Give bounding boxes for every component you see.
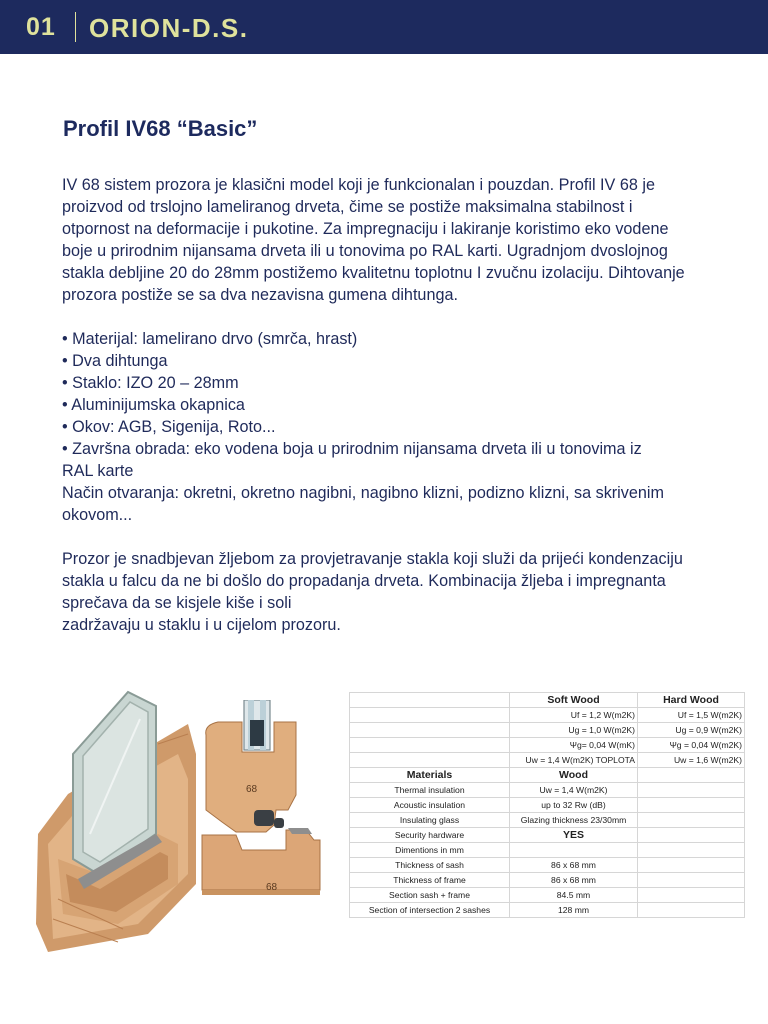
table-row [350, 753, 745, 768]
brand-name: ORION-D.S. [89, 13, 249, 43]
table-cell: Thermal insulation [350, 783, 510, 798]
table-cell: 86 x 68 mm [510, 873, 638, 888]
table-cell: YES [510, 828, 638, 843]
table-cell: up to 32 Rw (dB) [510, 798, 638, 813]
table-row [350, 723, 745, 738]
table-cell: Acoustic insulation [350, 798, 510, 813]
table-row [350, 858, 745, 873]
table-cell [638, 858, 745, 873]
bullet-item: • Završna obrada: eko vodena boja u prirodnim nijansama drveta ili u tonovima iz RAL karte [62, 440, 642, 480]
bullet-item: • Okov: AGB, Sigenija, Roto... [62, 418, 276, 436]
table-row [350, 768, 745, 783]
table-row [350, 783, 745, 798]
table-cell: Glazing thickness 23/30mm [510, 813, 638, 828]
bullet-item: • Aluminijumska okapnica [62, 396, 245, 414]
table-cell: 84.5 mm [510, 888, 638, 903]
bullet-item: • Dva dihtunga [62, 352, 168, 370]
closing-paragraph-end: zadržavaju u staklu i u cijelom prozoru. [62, 616, 341, 634]
table-cell [350, 753, 510, 768]
table-cell: Uw = 1,6 W(m2K) [638, 753, 745, 768]
table-cell [510, 843, 638, 858]
table-row [350, 798, 745, 813]
table-cell: Uf = 1,5 W(m2K) [638, 708, 745, 723]
table-cell [638, 798, 745, 813]
table-row [350, 873, 745, 888]
page-number: 01 [26, 13, 56, 41]
header-bar [0, 0, 768, 54]
table-cell [638, 828, 745, 843]
table-row [350, 813, 745, 828]
sash-dimension-label: 68 [246, 784, 258, 795]
table-cell: Section sash + frame [350, 888, 510, 903]
spec-table [349, 692, 745, 918]
table-cell [350, 738, 510, 753]
table-cell [638, 813, 745, 828]
table-header-row [350, 693, 745, 708]
table-cell: Ψg= 0,04 W(mK) [510, 738, 638, 753]
opening-types: Način otvaranja: okretni, okretno nagibni, nagibno klizni, podizno klizni, sa skrivenim okovom... [62, 484, 664, 524]
table-cell: Security hardware [350, 828, 510, 843]
bullet-item: • Staklo: IZO 20 – 28mm [62, 374, 239, 392]
closing-paragraph: Prozor je snadbjevan žljebom za provjetravanje stakla koji služi da prijeći kondenzaciju stakla u falcu da ne bi došlo do propadanja drveta. Kombinacija žljeba i impregnanta sprečava da se kisjele kiše i soli [62, 550, 683, 612]
table-row [350, 903, 745, 918]
table-cell [350, 693, 510, 708]
table-cell [638, 873, 745, 888]
table-cell: Ug = 0,9 W(m2K) [638, 723, 745, 738]
table-cell [638, 783, 745, 798]
table-cell: Uw = 1,4 W(m2K) TOPLOTA [510, 753, 638, 768]
wood-label: Wood [510, 768, 638, 783]
window-corner-illustration [28, 684, 196, 952]
bullet-item: • Materijal: lamelirano drvo (smrča, hrast) [62, 330, 358, 348]
table-row [350, 828, 745, 843]
table-cell: Section of intersection 2 sashes [350, 903, 510, 918]
table-cell [638, 843, 745, 858]
column-header-hard-wood: Hard Wood [638, 693, 745, 708]
intro-paragraph: IV 68 sistem prozora je klasični model koji je funkcionalan i pouzdan. Profil IV 68 je proizvod od trslojno lameliranog drveta, čime se postiže maksimalna stabilnost i otpornost na deformacije i pukotine. Za impregnaciju i lakiranje koristimo eko vodene boje u prirodnim nijansama drveta ili u tonovima po RAL karti. Ugradnjom dvoslojnog stakla debljine 20 do 28mm postižemo kvalitetnu toplotnu I zvučnu izolaciju. Dihtovanje prozora postiže se sa dva nezavisna gumena dihtunga. [62, 176, 685, 304]
table-row [350, 888, 745, 903]
table-cell: Dimentions in mm [350, 843, 510, 858]
table-cell: Thickness of sash [350, 858, 510, 873]
profile-cross-section [196, 700, 328, 950]
page-title: Profil IV68 “Basic” [63, 116, 258, 141]
header-divider [75, 12, 76, 42]
table-cell [638, 768, 745, 783]
table-cell: Ug = 1,0 W(m2K) [510, 723, 638, 738]
table-cell: Uw = 1,4 W(m2K) [510, 783, 638, 798]
table-row [350, 708, 745, 723]
table-cell: 86 x 68 mm [510, 858, 638, 873]
table-row [350, 738, 745, 753]
table-cell: Ψg = 0,04 W(m2K) [638, 738, 745, 753]
frame-dimension-label: 68 [266, 882, 278, 893]
table-cell [350, 723, 510, 738]
body-text [62, 174, 702, 636]
table-row [350, 843, 745, 858]
table-cell [638, 903, 745, 918]
table-cell: Thickness of frame [350, 873, 510, 888]
table-cell: Uf = 1,2 W(m2K) [510, 708, 638, 723]
table-cell: Insulating glass [350, 813, 510, 828]
table-cell [350, 708, 510, 723]
materials-label: Materials [350, 768, 510, 783]
column-header-soft-wood: Soft Wood [510, 693, 638, 708]
table-cell [638, 888, 745, 903]
table-cell: 128 mm [510, 903, 638, 918]
